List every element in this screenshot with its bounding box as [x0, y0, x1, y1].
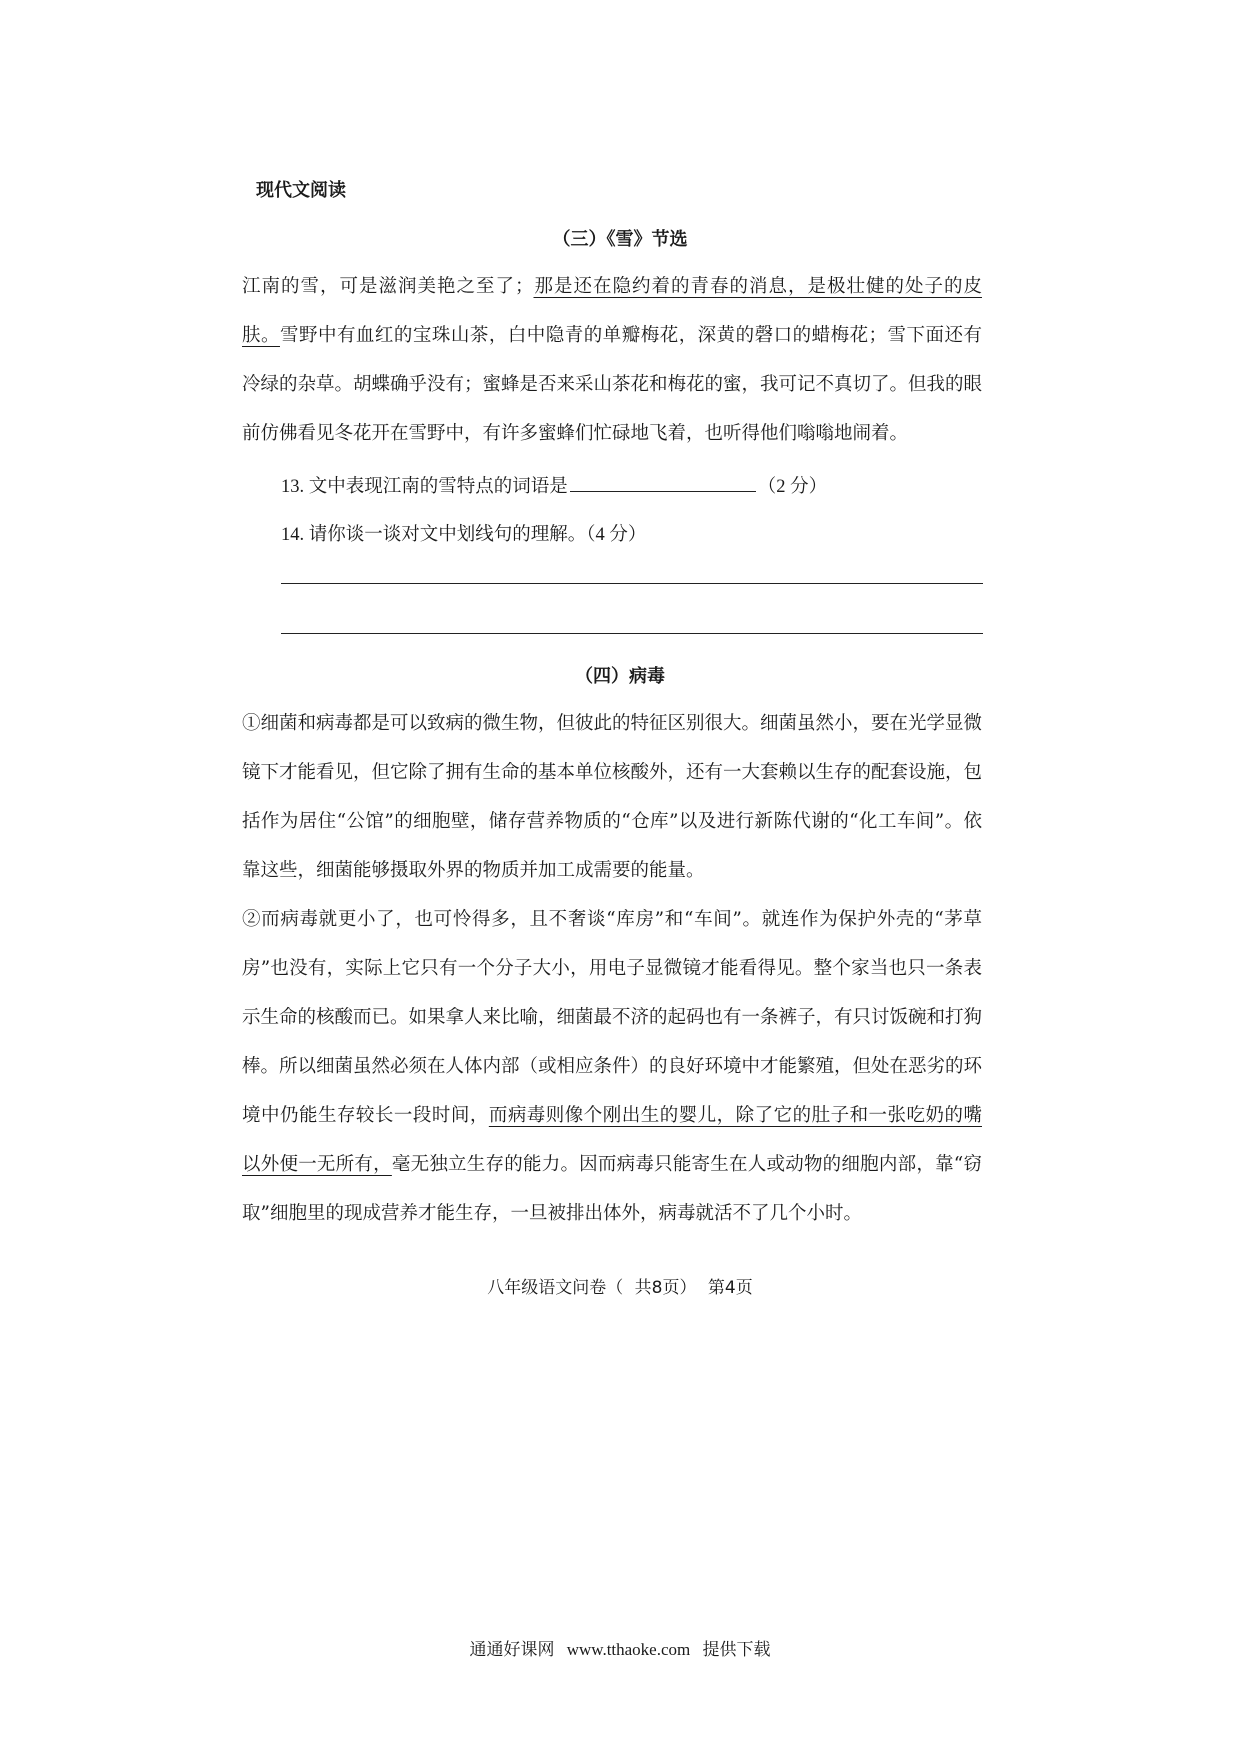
passage3-text-before: 江南的雪，可是滋润美艳之至了；	[242, 276, 534, 297]
question-13-prompt: 13. 文中表现江南的雪特点的词语是	[281, 477, 568, 497]
answer-blank-13[interactable]	[570, 475, 756, 492]
passage4-text-after: 毫无独立生存的能力。因而病毒只能寄生在人或动物的细胞内部，靠“窃取”细胞里的现成营养才能生存，一旦被排出体外，病毒就活不了几个小时。	[242, 1154, 982, 1224]
passage4-title: （四）病毒	[575, 666, 665, 687]
download-credit: 通通好课网 www.tthaoke.com 提供下载	[469, 1640, 771, 1659]
answer-line-2[interactable]	[281, 633, 983, 634]
passage3-underlined-sentence: 那是还在隐约着的青春的消息，是极壮健的处子的皮肤。	[242, 276, 982, 346]
passage4-underlined-sentence: 而病毒则像个刚出生的婴儿，除了它的肚子和一张吃奶的嘴以外便一无所有，	[242, 1105, 982, 1175]
passage3-paragraph	[242, 262, 982, 458]
page-footer: 八年级语文问卷（ 共8页） 第4页	[487, 1278, 753, 1298]
passage4-paragraph-2	[242, 895, 982, 1238]
question-13-points: （2 分）	[757, 477, 828, 497]
question-13	[281, 472, 827, 498]
answer-line-1[interactable]	[281, 583, 983, 584]
passage3-title: （三）《雪》节选	[552, 229, 688, 250]
passage4-text-before: ②而病毒就更小了，也可怜得多，且不奢谈“库房”和“车间”。就连作为保护外壳的“茅草房”也没有，实际上它只有一个分子大小，用电子显微镜才能看得见。整个家当也只一条表示生命的核酸而已。如果拿人来比喻，细菌最不济的起码也有一条裤子，有只讨饭碗和打狗棒。所以细菌虽然必须在人体内部（或相应条件）的良好环境中才能繁殖，但处在恶劣的环境中仍能生存较长一段时间，	[242, 909, 983, 1126]
question-14: 14. 请你谈一谈对文中划线句的理解。（4 分）	[281, 525, 647, 545]
section-heading: 现代文阅读	[256, 180, 346, 201]
passage3-text-after: 雪野中有血红的宝珠山茶，白中隐青的单瓣梅花，深黄的磬口的蜡梅花；雪下面还有冷绿的杂草。胡蝶确乎没有；蜜蜂是否来采山茶花和梅花的蜜，我可记不真切了。但我的眼前仿佛看见冬花开在雪野中，有许多蜜蜂们忙碌地飞着，也听得他们嗡嗡地闹着。	[242, 325, 983, 444]
passage4-paragraph-1: ①细菌和病毒都是可以致病的微生物，但彼此的特征区别很大。细菌虽然小，要在光学显微镜下才能看见，但它除了拥有生命的基本单位核酸外，还有一大套赖以生存的配套设施，包括作为居住“公馆”的细胞壁，储存营养物质的“仓库”以及进行新陈代谢的“化工车间”。依靠这些，细菌能够摄取外界的物质并加工成需要的能量。	[242, 713, 983, 881]
